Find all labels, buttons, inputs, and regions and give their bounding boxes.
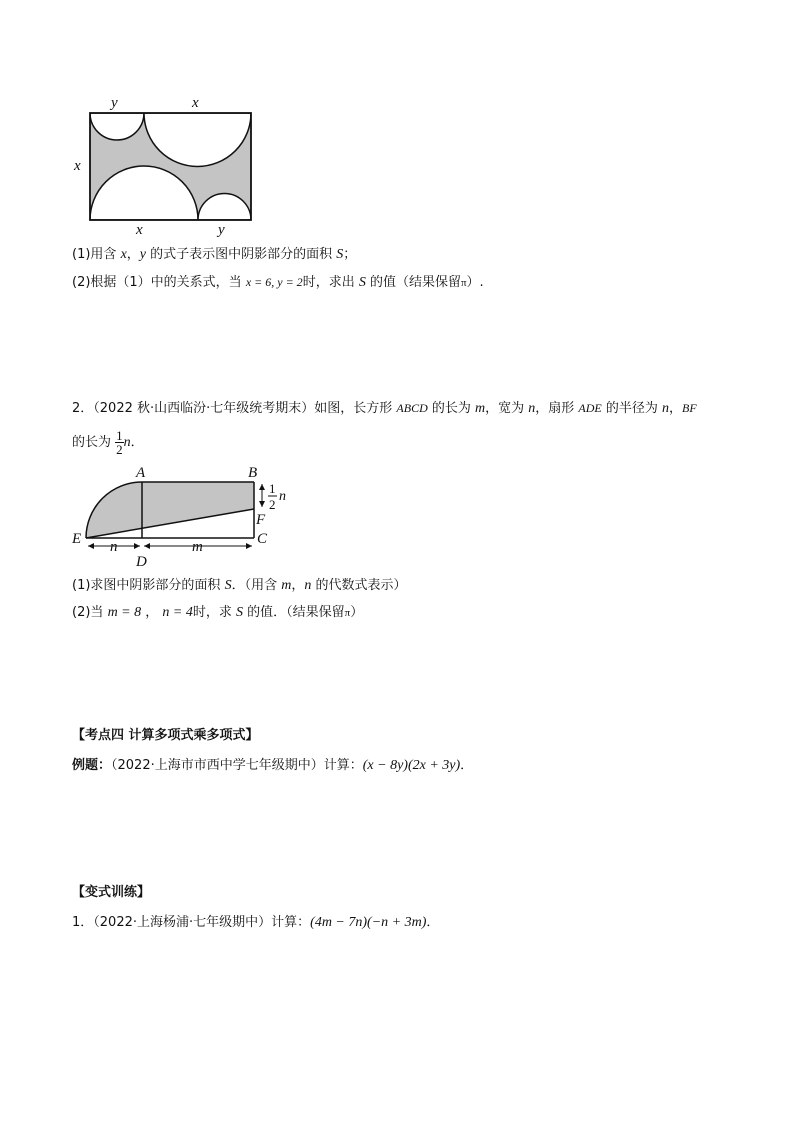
- var-n: n: [123, 435, 131, 450]
- text: 的值（结果保留: [365, 275, 461, 290]
- example-source: （2022·上海市市西中学七年级期中）: [111, 758, 324, 773]
- label-F: F: [256, 512, 266, 528]
- text: 的半径为: [601, 401, 663, 416]
- text: ．: [130, 435, 144, 450]
- text: ，宽为: [485, 401, 529, 416]
- label-y-top: y: [111, 95, 118, 111]
- var-S: S: [336, 247, 344, 262]
- q1-part2: [72, 273, 484, 292]
- example-expression: (x − 8y)(2x + 3y): [362, 758, 461, 773]
- var-S: S: [235, 605, 243, 620]
- condition-n: n = 4: [162, 605, 193, 620]
- var-y: y: [139, 247, 147, 262]
- text: ，: [126, 247, 140, 262]
- label-C: C: [257, 531, 268, 547]
- text: 的值．（结果保留: [242, 605, 345, 620]
- text: 的长为: [427, 401, 476, 416]
- text: 的代数式表示）: [311, 578, 407, 593]
- frac-n: n: [279, 489, 286, 504]
- label-m-bottom: m: [192, 539, 203, 555]
- variant-q1: [72, 914, 439, 932]
- text: (2)当: [72, 605, 108, 620]
- frac-den: 2: [269, 497, 276, 512]
- text: ，: [669, 401, 683, 416]
- q2-line1: [72, 399, 697, 418]
- text: (1)用含: [72, 247, 121, 262]
- text: ，扇形: [535, 401, 579, 416]
- q2-part2: [72, 604, 363, 622]
- label-A: A: [136, 465, 146, 481]
- text: 如图，长方形: [314, 401, 397, 416]
- question-number: 1．: [72, 915, 94, 930]
- question-source: （2022 秋·山西临汾·七年级统考期末）: [93, 401, 315, 416]
- fraction-one-half: [115, 429, 124, 456]
- text: ）: [350, 605, 364, 620]
- text: 的长为: [72, 435, 116, 450]
- var-ABCD: ABCD: [396, 401, 428, 415]
- section-4-title: 【考点四 计算多项式乘多项式】: [72, 728, 259, 743]
- frac-num: 1: [269, 481, 276, 496]
- label-y-bottom: y: [218, 222, 225, 238]
- var-S: S: [358, 275, 366, 290]
- example-line: [72, 757, 473, 775]
- text: ，: [291, 578, 305, 593]
- figure-1-rectangle-semicircles: [68, 92, 268, 242]
- text: ，: [141, 605, 163, 620]
- text: (2)根据（1）中的关系式，当: [72, 275, 246, 290]
- var-S: S: [224, 578, 232, 593]
- condition-m: m = 8: [107, 605, 142, 620]
- var-BF: BF: [682, 401, 697, 415]
- var-m: m: [475, 401, 486, 416]
- q2-part1: [72, 577, 406, 595]
- label-x-left: x: [74, 158, 81, 174]
- var-ADE: ADE: [578, 401, 602, 415]
- var-x: x: [120, 247, 127, 262]
- text: ．: [460, 758, 474, 773]
- text: 计算：: [271, 915, 311, 930]
- text: (1)求图中阴影部分的面积: [72, 578, 225, 593]
- question-number: 2．: [72, 401, 94, 416]
- label-E: E: [72, 531, 82, 547]
- numerator: 1: [116, 428, 123, 443]
- question-source: （2022·上海杨浦·七年级期中）: [93, 915, 272, 930]
- var-n: n: [528, 401, 536, 416]
- variant-title: 【变式训练】: [72, 885, 151, 900]
- variant-expression: (4m − 7n)(−n + 3m): [310, 915, 427, 930]
- var-n: n: [304, 578, 312, 593]
- q2-line2: [72, 429, 144, 456]
- figure-2-rectangle-sector: [66, 462, 306, 574]
- text: ；: [343, 247, 357, 262]
- text: ．（用含: [231, 578, 282, 593]
- text: ）.: [466, 275, 484, 290]
- label-B: B: [248, 465, 258, 481]
- label-x-top: x: [192, 95, 199, 111]
- text: ．: [426, 915, 440, 930]
- denominator: 2: [116, 442, 123, 457]
- q1-part1: [72, 246, 356, 264]
- label-n-bottom: n: [110, 539, 118, 555]
- var-n: n: [662, 401, 670, 416]
- text: 时，求: [192, 605, 236, 620]
- var-m: m: [281, 578, 292, 593]
- pi-symbol: π: [460, 277, 467, 289]
- condition: x = 6, y = 2: [245, 275, 303, 289]
- text: 的式子表示图中阴影部分的面积: [146, 247, 337, 262]
- label-D: D: [136, 554, 147, 570]
- label-x-bottom: x: [136, 222, 143, 238]
- pi-symbol: π: [344, 607, 351, 619]
- text: 时，求出: [302, 275, 359, 290]
- text: 计算：: [323, 758, 363, 773]
- example-label: 例题：: [72, 758, 112, 773]
